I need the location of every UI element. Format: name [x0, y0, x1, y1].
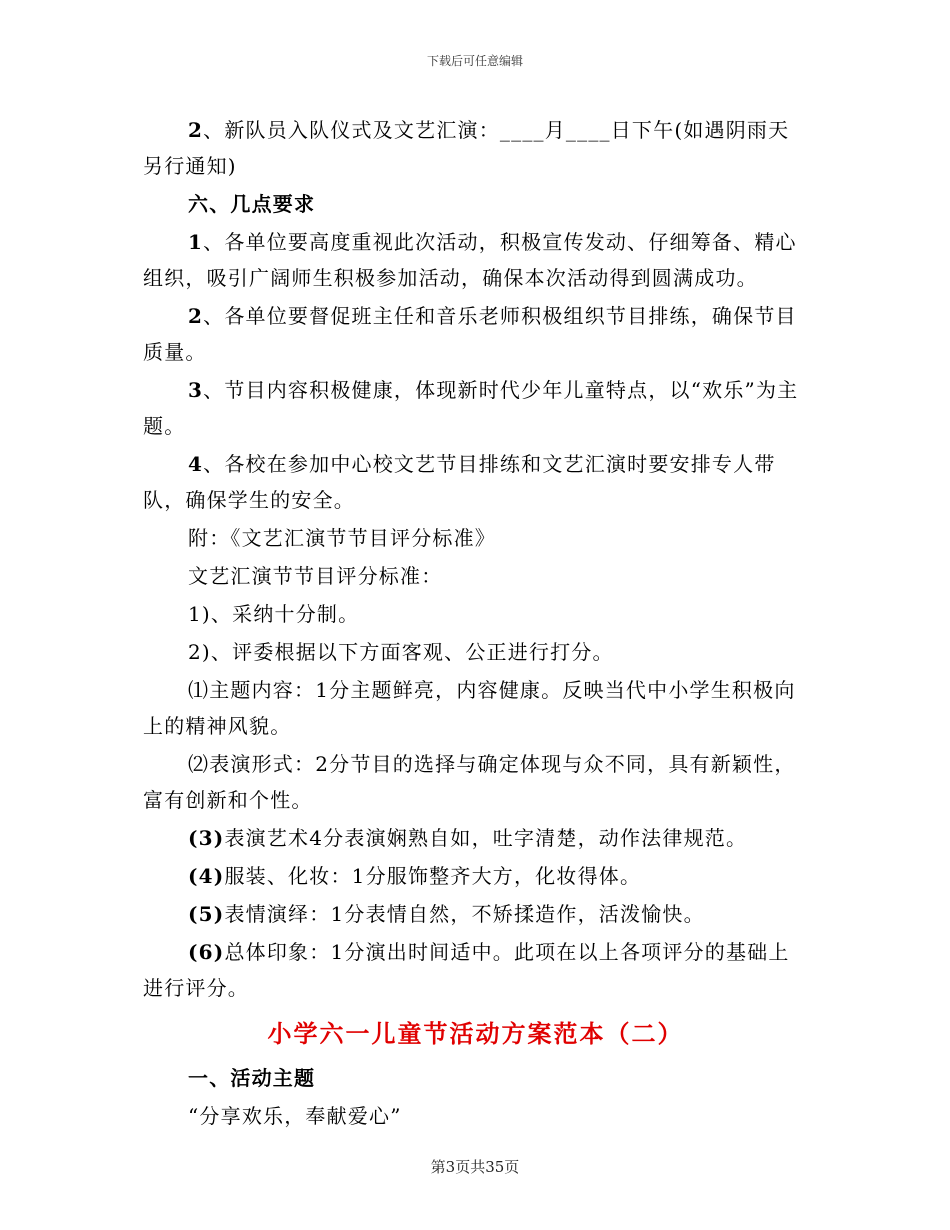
paragraph	[143, 858, 808, 894]
item-number: (6)	[188, 940, 225, 964]
paragraph-text: 表演艺术4分表演娴熟自如，吐字清楚，动作法律规范。	[224, 826, 748, 850]
paragraph-text: 、各单位要督促班主任和音乐老师积极组织节目排练，确保节目质量。	[143, 304, 797, 364]
page-footer-number: 第3页共35页	[430, 1158, 520, 1176]
section-heading: 一、活动主题	[188, 1066, 316, 1090]
paragraph	[143, 820, 808, 856]
paragraph: 文艺汇演节节目评分标准：	[188, 564, 443, 588]
item-number: 2	[188, 304, 204, 328]
page-header-note: 下载后可任意编辑	[426, 54, 523, 68]
paragraph	[143, 896, 808, 932]
paragraph-text: 、各单位要高度重视此次活动，积极宣传发动、仔细筹备、精心组织，吸引广阔师生积极参加活动，确保本次活动得到圆满成功。	[143, 230, 797, 290]
paragraph	[143, 112, 808, 184]
paragraph: 附：《文艺汇演节节目评分标准》	[188, 526, 496, 550]
item-number: 3	[188, 378, 204, 402]
paragraph-text: 、各校在参加中心校文艺节目排练和文艺汇演时要安排专人带队，确保学生的安全。	[143, 452, 776, 512]
paragraph	[143, 934, 808, 1006]
paragraph-text: 表情演绎：1分表情自然，不矫揉造作，活泼愉快。	[224, 902, 705, 926]
paragraph	[143, 298, 808, 370]
paragraph-text: 服装、化妆：1分服饰整齐大方，化妆得体。	[224, 864, 642, 888]
paragraph: ⑵表演形式：2分节目的选择与确定体现与众不同，具有新颖性，富有创新和个性。	[143, 752, 796, 812]
paragraph	[143, 446, 808, 518]
paragraph	[143, 372, 808, 444]
section-title: 小学六一儿童节活动方案范本（二）	[267, 1019, 684, 1048]
item-number: (3)	[188, 826, 225, 850]
paragraph-text: 总体印象：1分演出时间适中。此项在以上各项评分的基础上进行评分。	[143, 940, 790, 1000]
item-number: (5)	[188, 902, 225, 926]
paragraph: “分享欢乐，奉献爱心”	[188, 1104, 402, 1128]
section-heading: 六、几点要求	[188, 192, 316, 216]
item-number: 2	[188, 118, 204, 142]
item-number: 4	[188, 452, 204, 476]
paragraph-text: 、节目内容积极健康，体现新时代少年儿童特点，以“欢乐”为主题。	[143, 378, 799, 438]
paragraph: 1)、采纳十分制。	[188, 602, 360, 626]
item-number: 1	[188, 230, 204, 254]
paragraph	[143, 224, 808, 296]
paragraph: 2)、评委根据以下方面客观、公正进行打分。	[188, 640, 614, 664]
item-number: (4)	[188, 864, 225, 888]
document-body	[143, 112, 808, 1136]
paragraph: ⑴主题内容：1分主题鲜亮，内容健康。反映当代中小学生积极向上的精神风貌。	[143, 678, 796, 738]
paragraph-text: 、新队员入队仪式及文艺汇演：____月____日下午(如遇阴雨天另行通知)	[143, 118, 790, 178]
